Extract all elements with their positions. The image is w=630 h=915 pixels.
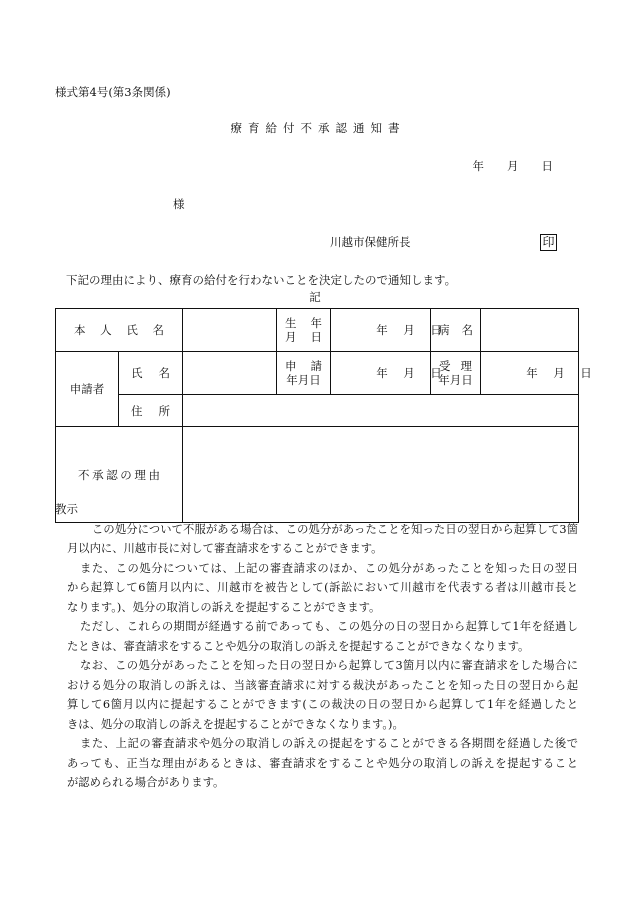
form-number: 様式第4号(第3条関係)	[55, 85, 171, 99]
notice-line: なお、この処分があったことを知った日の翌日から起算して3箇月以内に審査請求をした場合に	[80, 659, 578, 672]
document-title: 療育給付不承認通知書	[230, 121, 406, 135]
application-date-placeholder: 年 月 日	[376, 366, 444, 380]
person-name-label: 本人氏名	[74, 323, 164, 337]
record-mark: 記	[309, 290, 321, 304]
table-row-person	[56, 309, 579, 352]
notice-line: 算して6箇月以内に提起することができます(この裁決の日の翌日から起算して1年を経過したと	[67, 698, 578, 711]
seal-box: 印	[540, 234, 557, 251]
applicant-address-field	[183, 395, 579, 427]
table-row-applicant-name	[56, 352, 579, 395]
application-date-label-line-2: 年月日	[286, 373, 321, 387]
birth-date-field	[331, 309, 444, 352]
application-date-label-line-1: 申請	[285, 359, 322, 373]
table-row-applicant-address	[56, 395, 579, 427]
applicant-name-label: 氏名	[131, 366, 170, 380]
notice-line: ただし、これらの期間が経過する前であっても、この処分の日の翌日から起算して1年を経過し	[80, 620, 578, 633]
receipt-date-label-line-2: 年月日	[438, 373, 473, 387]
reason-label: 不承認の理由	[78, 467, 160, 482]
application-date-label-cell	[277, 352, 331, 395]
issuer-name: 川越市保健所長	[330, 235, 411, 249]
notice-heading: 教示	[55, 502, 78, 516]
notice-line: から起算して6箇月以内に、川越市を被告として(訴訟において川越市を代表する者は川越市長と	[67, 581, 578, 594]
notice-line: おける処分の取消しの訴えは、当該審査請求に対する裁決があったことを知った日の翌日から起	[67, 678, 578, 692]
receipt-date-placeholder: 年 月 日	[526, 366, 594, 380]
notice-line: また、上記の審査請求や処分の取消しの訴えの提起をすることができる各期間を経過した後で	[80, 737, 578, 750]
address-label: 住所	[131, 403, 170, 418]
address-label-cell	[119, 395, 183, 427]
applicant-label-cell	[56, 352, 119, 427]
birth-date-label-cell	[277, 309, 331, 352]
notice-line: この処分について不服がある場合は、この処分があったことを知った日の翌日から起算して3箇	[92, 522, 578, 536]
applicant-info-table	[55, 308, 594, 523]
notice-line: たときは、審査請求をすることや処分の取消しの訴えを提起することができなくなります。	[67, 639, 530, 653]
notice-line: きは、処分の取消しの訴えを提起することができなくなります。)。	[67, 717, 404, 731]
applicant-name-field	[183, 352, 277, 395]
notice-line: また、この処分については、上記の審査請求のほか、この処分があったことを知った日の翌日	[80, 561, 578, 575]
applicant-label: 申請者	[69, 382, 105, 396]
person-name-label-cell	[56, 309, 183, 352]
receipt-date-label-line-1: 受理	[439, 359, 472, 373]
applicant-name-label-cell	[119, 352, 183, 395]
receipt-date-field	[481, 352, 594, 395]
issue-date-line: 年 月 日	[472, 159, 553, 173]
notice-line: なります。)、処分の取消しの訴えを提起することができます。	[67, 600, 381, 614]
birth-date-label-line-2: 月日	[285, 330, 322, 344]
birth-date-placeholder: 年 月 日	[376, 323, 444, 337]
appeal-notice	[0, 500, 630, 793]
intro-sentence: 下記の理由により、療育の給付を行わないことを決定したので通知します。	[66, 273, 457, 287]
birth-date-label-line-1: 生年	[285, 316, 322, 330]
person-name-field	[183, 309, 277, 352]
disease-label: 病名	[438, 323, 473, 337]
notice-line: が認められる場合があります。	[67, 776, 225, 789]
application-date-field	[331, 352, 444, 395]
notice-line: あっても、正当な理由があるときは、審査請求をすることや処分の取消しの訴えを提起すること	[67, 756, 578, 770]
receipt-date-label-cell	[431, 352, 481, 395]
notice-line: 月以内に、川越市長に対して審査請求をすることができます。	[67, 542, 383, 555]
addressee-suffix: 様	[173, 197, 185, 211]
disease-label-cell	[431, 309, 481, 352]
disease-name-field	[481, 309, 579, 352]
